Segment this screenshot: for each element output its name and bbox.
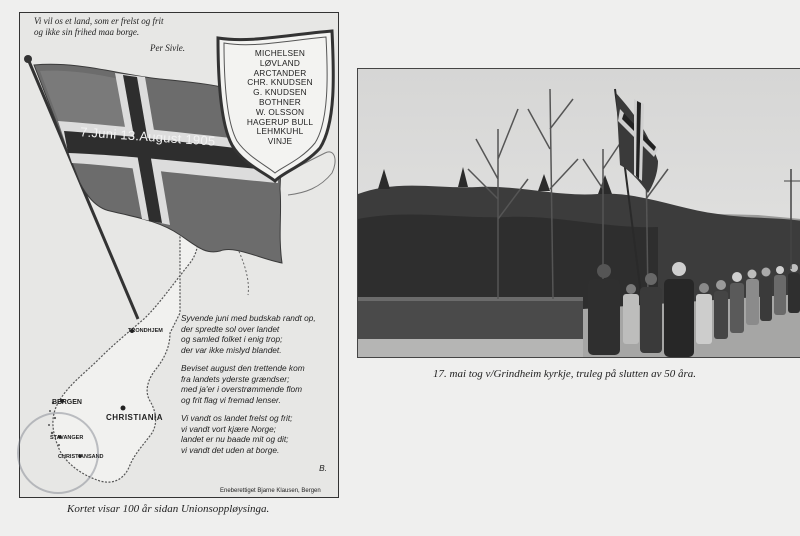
postcard-publisher: Eneberettiget Bjarne Klausen, Bergen	[220, 488, 321, 494]
shield-name: ARCTANDER	[253, 67, 307, 78]
shield-names-list	[226, 49, 334, 147]
postcard-verse-top: Vi vil os et land, som er frelst og frit og ikke sin frihed maa borge.	[34, 16, 164, 37]
parade-photo	[357, 68, 800, 358]
map-label-bergen: BERGEN	[52, 399, 82, 406]
map-label-stavanger: STAVANGER	[50, 435, 84, 441]
postcard-verse-author: Per Sivle.	[150, 43, 185, 53]
poem-signature: B.	[319, 463, 327, 473]
shield-name: LEHMKUHL	[256, 126, 304, 137]
shield-name: LØVLAND	[259, 57, 301, 68]
postcard-poem	[181, 313, 339, 474]
shield-name: VINJE	[267, 136, 293, 147]
poem-stanza: Beviset august den trettende kom fra landets yderste grændser; med ja'er i overstrømmende flom og frit flag vi fremad lenser.	[181, 363, 305, 405]
map-label-christiania: CHRISTIANIA	[106, 413, 164, 422]
poem-stanza: Syvende juni med budskab randt op, der spredte sol over landet og samled folket i enig trop; der var ikke mislyd blandet.	[181, 313, 316, 355]
union-dissolution-postcard	[19, 12, 339, 498]
parade-photo-image	[358, 69, 800, 358]
map-label-trondhjem: TRONDHJEM	[128, 328, 163, 334]
shield-name: G. KNUDSEN	[253, 87, 307, 98]
postcard-caption: Kortet visar 100 år sidan Unionsoppløysinga.	[67, 503, 270, 515]
poem-stanza: Vi vandt os landet frelst og frit; vi vandt vort kjære Norge; landet er nu baade mit og dit; vi vandt det uden at borge.	[181, 413, 293, 455]
shield-name: W. OLSSON	[255, 106, 305, 117]
norway-map	[53, 213, 198, 482]
shield-name: HAGERUP BULL	[246, 116, 314, 127]
shield-name: CHR. KNUDSEN	[247, 77, 313, 88]
photo-caption: 17. mai tog v/Grindheim kyrkje, truleg på slutten av 50 åra.	[433, 368, 697, 380]
shield-name: MICHELSEN	[254, 48, 306, 58]
flag-date-text: 7.Juni 13.August 1905	[79, 124, 217, 149]
shield-name: BOTHNER	[259, 96, 301, 107]
map-label-christiansand: CHRISTIANSAND	[58, 454, 104, 460]
